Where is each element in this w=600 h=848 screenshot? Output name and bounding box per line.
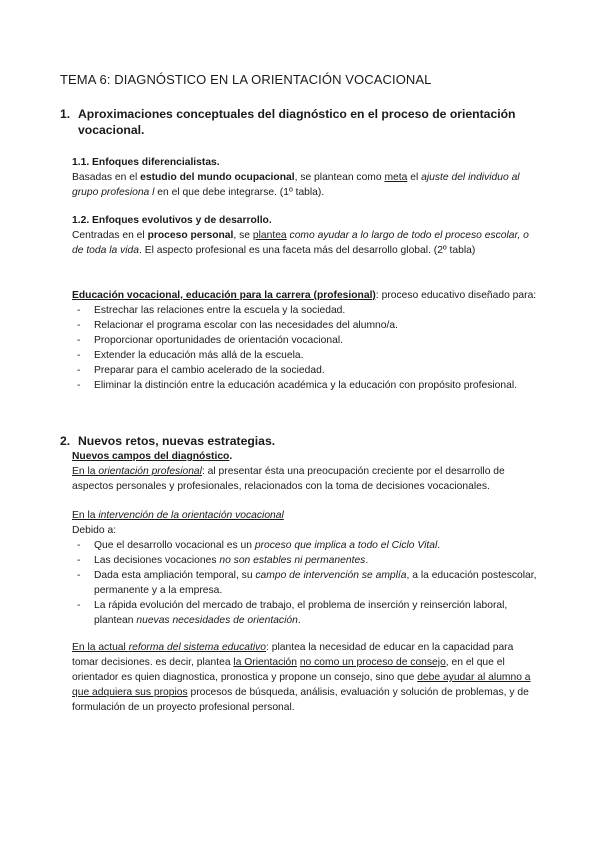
section-1-number: 1. [60,107,71,121]
due-to-list [72,538,542,628]
list-item: - Que el desarrollo vocacional es un proceso que implica a todo el Ciclo Vital. [72,538,542,553]
list-item: - Las decisiones vocaciones no son estables ni permanentes. [72,553,542,568]
list-item: - La rápida evolución del mercado de trabajo, el problema de inserción y reinserción laboral, plantean nuevas necesidades de orientación. [72,598,542,628]
subsection-1-1-heading: 1.1. Enfoques diferencialistas. [72,157,220,168]
section-1-heading [0,106,600,140]
section-2-number: 2. [60,434,71,448]
new-fields-heading: Nuevos campos del diagnóstico. [72,451,233,462]
professional-orientation-text: En la orientación profesional: al presentar ésta una preocupación creciente por el desarrollo de aspectos personales y profesionales, relacionados con la toma de decisiones vocacionales. [72,466,505,492]
list-item: - Proporcionar oportunidades de orientación vocacional. [72,333,542,348]
vocational-intervention-heading: En la intervención de la orientación vocacional [72,510,284,521]
vocational-education-intro: Educación vocacional, educación para la carrera (profesional): proceso educativo diseñado para: [72,290,537,301]
subsection-1-2 [72,213,542,258]
subsection-1-2-heading: 1.2. Enfoques evolutivos y de desarrollo. [72,215,272,226]
list-item: - Extender la educación más allá de la escuela. [72,348,542,363]
educational-reform-text: En la actual reforma del sistema educativo: plantea la necesidad de educar en la capacidad para tomar decisiones. es decir, plantea la Orientación no como un proceso de consejo, en el que el orientador es quien diagnostica, pronostica y propone un consejo, sino que debe ayudar al alumno a que adquiera sus propios procesos de búsqueda, análisis, evaluación y solución de problemas, y de formulación de un proyecto profesional personal. [72,642,531,713]
section-2-title: Nuevos retos, nuevas estrategias. [78,434,276,448]
list-item: - Dada esta ampliación temporal, su campo de intervención se amplía, a la educación postescolar, permanente y a la empresa. [72,568,542,598]
vocational-intervention-block [72,508,542,628]
list-item: - Relacionar el programa escolar con las necesidades del alumno/a. [72,318,542,333]
vocational-education-list [72,303,542,393]
section-1-title: Aproximaciones conceptuales del diagnóstico en el proceso de orientación vocacional. [78,107,516,137]
subsection-1-1 [72,155,542,200]
subsection-1-2-text: Centradas en el proceso personal, se plantea como ayudar a lo largo de todo el proceso escolar, o de toda la vida. El aspecto profesional es una faceta más del desarrollo global. (2º tabla) [72,230,529,256]
subsection-1-1-text: Basadas en el estudio del mundo ocupacional, se plantean como meta el ajuste del individuo al grupo profesiona l en el que debe integrarse. (1º tabla). [72,172,520,198]
page-title: TEMA 6: DIAGNÓSTICO EN LA ORIENTACIÓN VOCACIONAL [60,72,432,87]
vocational-education-block [72,288,542,393]
due-to-label: Debido a: [72,525,117,536]
list-item: - Estrechar las relaciones entre la escuela y la sociedad. [72,303,542,318]
new-fields-block [72,449,542,494]
list-item: - Eliminar la distinción entre la educación académica y la educación con propósito profesional. [72,378,542,393]
educational-reform-block [72,640,542,715]
list-item: - Preparar para el cambio acelerado de la sociedad. [72,363,542,378]
